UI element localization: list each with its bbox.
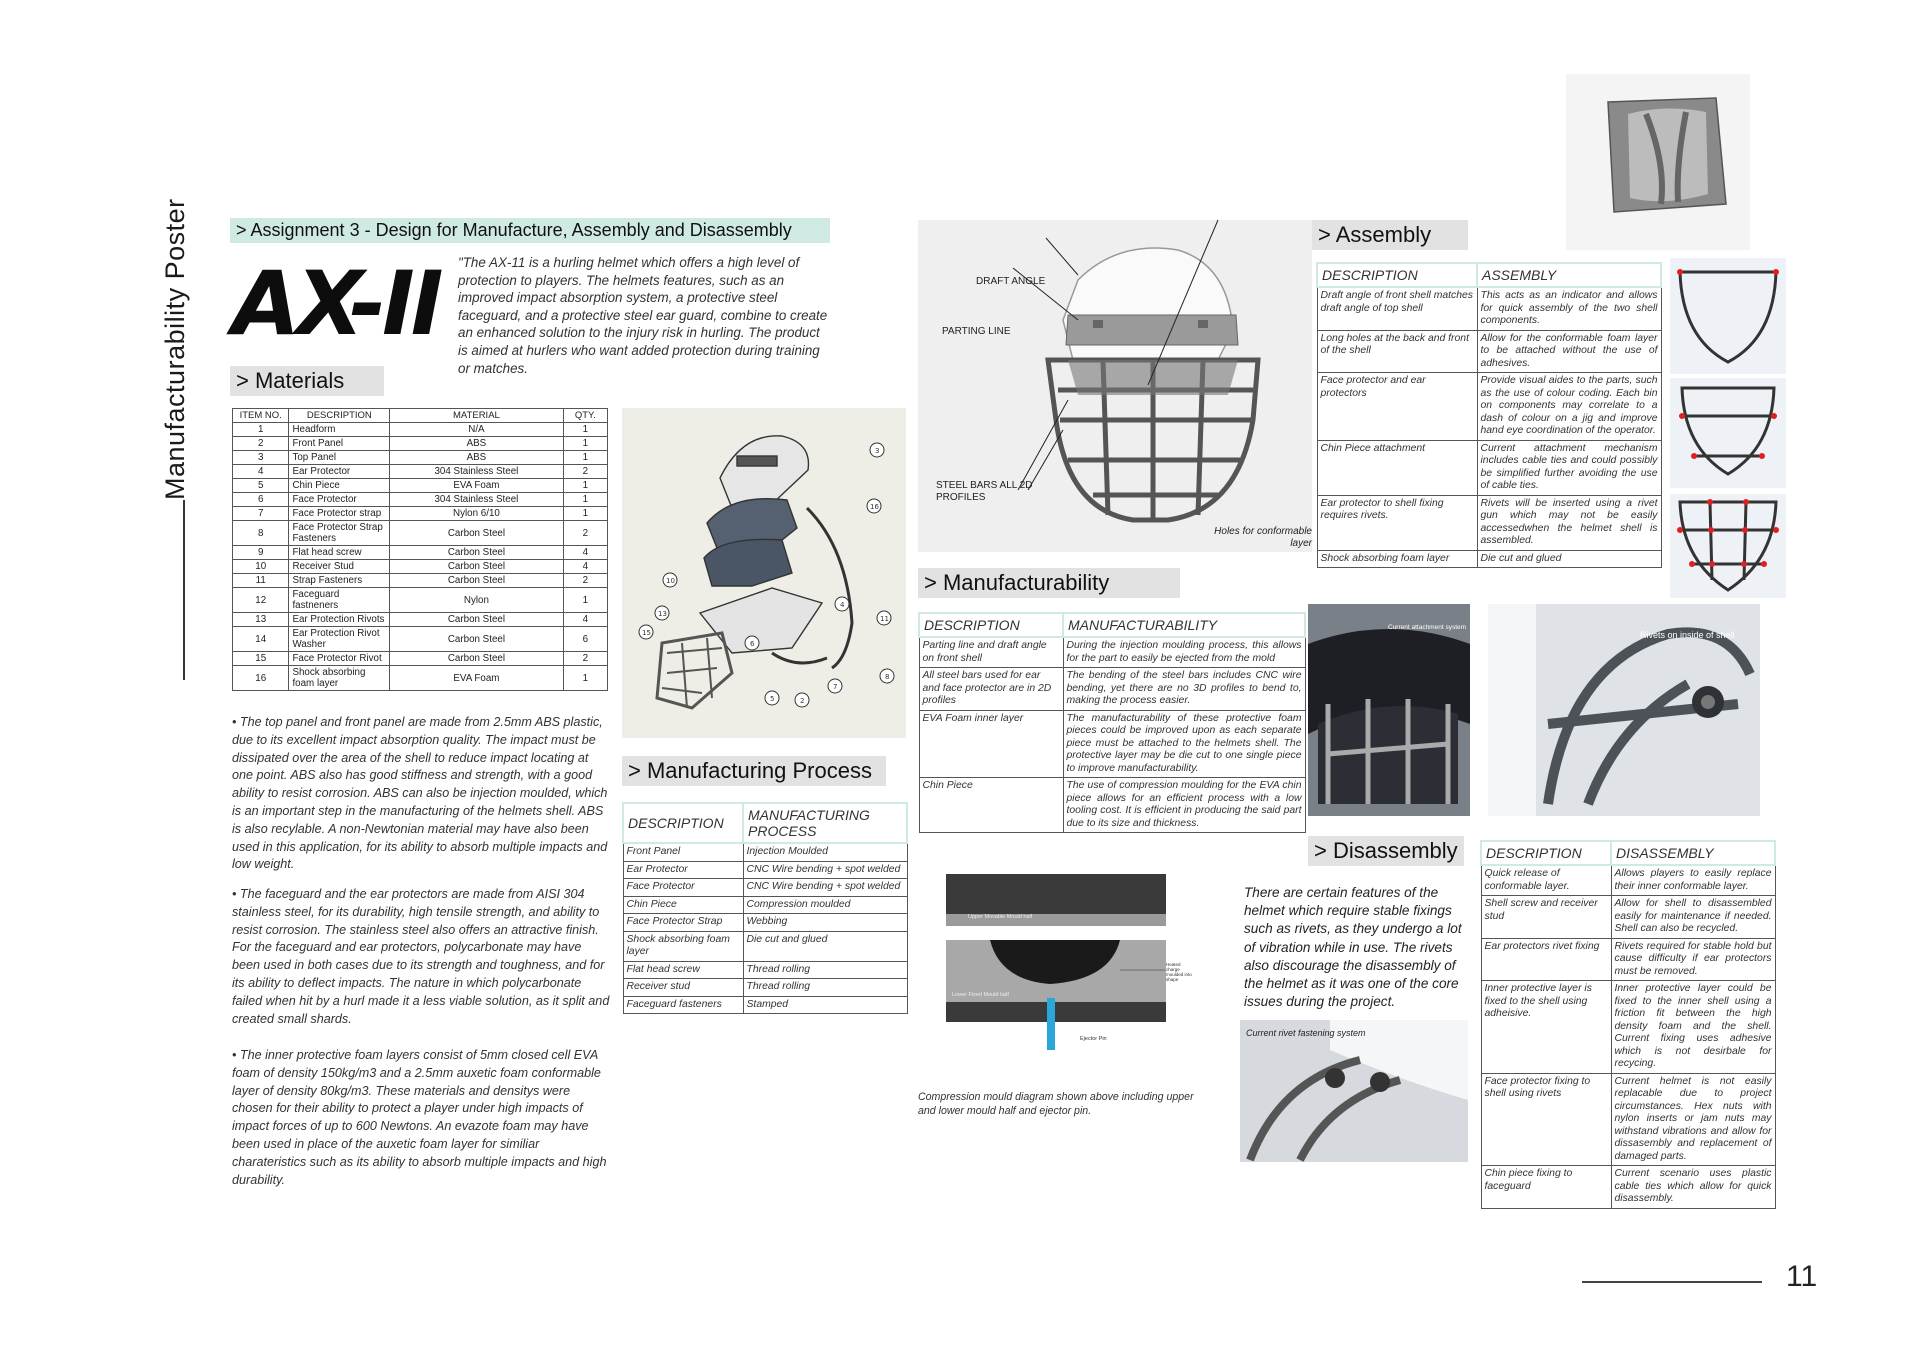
table-cell: Top Panel xyxy=(289,451,390,465)
table-cell: Chin Piece xyxy=(919,778,1063,833)
materials-paragraph-steel: • The faceguard and the ear protectors are made from AISI 304 stainless steel, for its durability, high tensile strength, and ability to resist corrosion. The stainless steel also offers an attractive finish. For the faceguard and ear protectors, polycarbonate may have been used in both cases due to its strength and toughness, and for its ability to deflect impacts. The nature in which polycarbonate failed when hit by a hurl made it a less viable solution, as it split and created small shards. xyxy=(232,887,610,1026)
table-cell: Thread rolling xyxy=(743,961,907,979)
table-cell: 304 Stainless Steel xyxy=(390,493,563,507)
col-header: QTY. xyxy=(563,409,607,423)
table-row xyxy=(623,979,907,997)
table-cell: 4 xyxy=(563,546,607,560)
table-cell: Carbon Steel xyxy=(390,560,563,574)
materials-paragraph-abs: • The top panel and front panel are made from 2.5mm ABS plastic, due to its excellent impact absorption quality. The impact must be dissipated over the area of the shell to reduce impact locating at one point. ABS also has good stiffness and strength, with a good ability to resist corrosion. ABS can also be injection moulded, which is an important step in the manufacturing of the helmets shell. ABS is also recylable. A non-Newtonian material may have also been used in this application, for its ability to absorb multiple impacts and low weight. xyxy=(232,715,608,872)
table-cell: Current helmet is not easily replacable due to project circumstances. Hex nuts with nylon inserts or jam nuts may withstand vibrations and allow for dissasembly and replacement of damaged parts. xyxy=(1611,1073,1775,1166)
table-row xyxy=(233,546,608,560)
table-row xyxy=(233,479,608,493)
table-cell: Face Protector xyxy=(623,879,743,897)
rivets-inside-shell-label: Rivets on inside of shell xyxy=(1640,630,1735,640)
table-cell: Current attachment mechanism includes cable ties and could possibly be simplified further avoiding the use of cable ties. xyxy=(1477,440,1661,495)
heated-charge-label: Heated charge moulded into shape xyxy=(1166,962,1192,982)
col-header: MANUFACTURABILITY xyxy=(1063,613,1305,637)
table-cell: CNC Wire bending + spot welded xyxy=(743,861,907,879)
col-header: DESCRIPTION xyxy=(1317,263,1477,287)
table-row xyxy=(623,843,907,861)
table-cell: 1 xyxy=(563,479,607,493)
table-row xyxy=(623,914,907,932)
table-cell: Compression moulded xyxy=(743,896,907,914)
table-cell: Long holes at the back and front of the shell xyxy=(1317,330,1477,373)
disassembly-table xyxy=(1480,840,1776,1209)
table-cell: 1 xyxy=(563,588,607,613)
table-cell: Carbon Steel xyxy=(390,627,563,652)
table-row xyxy=(233,451,608,465)
table-cell: Face Protector Strap Fasteners xyxy=(289,521,390,546)
ejector-pin-label: Ejector Pin xyxy=(1080,1036,1107,1042)
table-cell: Face protector fixing to shell using rivets xyxy=(1481,1073,1611,1166)
table-row xyxy=(919,668,1305,711)
table-header-row xyxy=(1481,841,1775,865)
table-cell: 6 xyxy=(233,493,289,507)
manufacturability-heading: > Manufacturability xyxy=(918,568,1180,598)
table-row xyxy=(919,710,1305,778)
table-cell: Ear protectors rivet fixing xyxy=(1481,938,1611,981)
table-cell: 16 xyxy=(233,666,289,691)
col-header: ASSEMBLY xyxy=(1477,263,1661,287)
table-header-row xyxy=(623,803,907,843)
table-row xyxy=(623,861,907,879)
manufacturing-process-table xyxy=(622,802,908,1014)
table-header-row xyxy=(233,409,608,423)
table-cell: Carbon Steel xyxy=(390,652,563,666)
table-cell: Die cut and glued xyxy=(1477,550,1661,568)
table-cell: Chin Piece xyxy=(623,896,743,914)
table-cell: 1 xyxy=(563,666,607,691)
product-description: "The AX-11 is a hurling helmet which offers a high level of protection to players. The helmets features, such as an improved impact absorption system, a protective steel faceguard, and a protective steel ear guard, combine to create an enhanced solution to the injury risk in hurling. The product is aimed at hurlers who want added protection during training or matches. xyxy=(458,255,828,376)
table-cell: 2 xyxy=(563,521,607,546)
col-header: MANUFACTURING PROCESS xyxy=(743,803,907,843)
table-cell: 13 xyxy=(233,613,289,627)
disassembly-heading: > Disassembly xyxy=(1308,836,1464,866)
callout-label: 8 xyxy=(885,673,890,681)
table-cell: ABS xyxy=(390,451,563,465)
table-row xyxy=(233,521,608,546)
table-cell: Face Protector Strap xyxy=(623,914,743,932)
callout-label: 15 xyxy=(642,629,651,637)
table-cell: Inner protective layer could be fixed to the inner shell using a friction fit between the high density foam and the shell. Current fixing uses adhesive which is not desirbale for recycing. xyxy=(1611,981,1775,1074)
materials-table xyxy=(232,408,608,691)
table-row xyxy=(233,560,608,574)
table-cell: Shock absorbing foam layer xyxy=(1317,550,1477,568)
table-row xyxy=(1317,330,1661,373)
side-divider xyxy=(183,500,185,680)
col-header: DESCRIPTION xyxy=(1481,841,1611,865)
col-header: MATERIAL xyxy=(390,409,563,423)
table-cell: 1 xyxy=(233,423,289,437)
table-cell: Strap Fasteners xyxy=(289,574,390,588)
callout-label: 5 xyxy=(770,695,775,703)
table-cell: 11 xyxy=(233,574,289,588)
callout-label: 4 xyxy=(840,601,845,609)
table-row xyxy=(623,996,907,1014)
faceguard-clip-image xyxy=(1566,74,1750,250)
table-cell: 14 xyxy=(233,627,289,652)
table-row xyxy=(623,931,907,961)
table-cell: 1 xyxy=(563,493,607,507)
table-cell: Shock absorbing foam layer xyxy=(289,666,390,691)
table-cell: Face protector and ear protectors xyxy=(1317,373,1477,441)
table-row xyxy=(1481,1166,1775,1209)
table-cell: EVA Foam xyxy=(390,666,563,691)
table-cell: Shell screw and receiver stud xyxy=(1481,896,1611,939)
table-cell: 10 xyxy=(233,560,289,574)
table-cell: Ear Protector xyxy=(623,861,743,879)
table-cell: Nylon 6/10 xyxy=(390,507,563,521)
table-cell: Inner protective layer is fixed to the shell using adheisive. xyxy=(1481,981,1611,1074)
table-cell: 12 xyxy=(233,588,289,613)
parting-line-label: PARTING LINE xyxy=(942,326,1011,337)
callout-label: 6 xyxy=(750,640,755,648)
page-number: 11 xyxy=(1786,1260,1818,1293)
table-row xyxy=(233,437,608,451)
faceguard-jig-image-1 xyxy=(1670,258,1786,374)
table-cell: Carbon Steel xyxy=(390,613,563,627)
table-cell: Parting line and draft angle on front shell xyxy=(919,637,1063,668)
disassembly-intro: There are certain features of the helmet which require stable fixings such as rivets, as they undergo a lot of vibration while in use. The rivets also discourage the disassembly of the helmet as it was one of the core issues during the project. xyxy=(1244,885,1462,1010)
materials-paragraph-foam: • The inner protective foam layers consist of 5mm closed cell EVA foam of density 150kg/m3 and a 2.5mm auxetic foam conformable layer of density 80kg/m3. These materials and densitys were chosen for their ability to protect a player under high impacts of impact forces of up to 600 Newtons. An evazote foam may have been used in place of the auxetic foam layer for similiar charateristics such as its ability to absorb multiple impacts and high durability. xyxy=(232,1048,607,1187)
ejector-pin xyxy=(1047,998,1055,1050)
table-cell: Provide visual aides to the parts, such as the use of colour coding. Each bin on components may correlate to a dash of colour on a jig and improve hand eye coordination of the operator. xyxy=(1477,373,1661,441)
table-cell: Ear protector to shell fixing requires rivets. xyxy=(1317,495,1477,550)
table-row xyxy=(623,961,907,979)
mould-caption: Compression mould diagram shown above including upper and lower mould half and ejector pin. xyxy=(918,1091,1194,1117)
table-row xyxy=(233,493,608,507)
table-cell: Rivets will be inserted using a rivet gun which may not be easily accessedwhen the helmet shell is assembled. xyxy=(1477,495,1661,550)
table-cell: 4 xyxy=(563,560,607,574)
rivet-fastening-photo xyxy=(1240,1020,1468,1162)
table-cell: Die cut and glued xyxy=(743,931,907,961)
table-row xyxy=(919,637,1305,668)
table-cell: Chin Piece attachment xyxy=(1317,440,1477,495)
table-cell: The manufacturability of these protective foam pieces could be improved upon as each separate piece must be attached to the helmets shell. The protective layer may be die cut to one single piece to improve manufacturability. xyxy=(1063,710,1305,778)
table-row xyxy=(233,574,608,588)
steel-bars-label: STEEL BARS ALL 2D PROFILES xyxy=(936,480,1033,503)
col-header: DISASSEMBLY xyxy=(1611,841,1775,865)
table-cell: 2 xyxy=(563,574,607,588)
draft-angle-label: DRAFT ANGLE xyxy=(976,276,1046,287)
table-row xyxy=(919,778,1305,833)
table-row xyxy=(233,507,608,521)
table-cell: During the injection moulding process, this allows for the part to easily be ejected from the mold xyxy=(1063,637,1305,668)
table-cell: The use of compression moulding for the EVA chin piece allows for an efficient process with a low tooling cost. It is efficient in producing the said part due to its size and thickness. xyxy=(1063,778,1305,833)
table-cell: Face Protector xyxy=(289,493,390,507)
callout-label: 16 xyxy=(870,503,879,511)
table-row xyxy=(233,652,608,666)
callout-label: 10 xyxy=(666,577,675,585)
table-cell: Allow for the conformable foam layer to be attached without the use of adhesives. xyxy=(1477,330,1661,373)
table-cell: 304 Stainless Steel xyxy=(390,465,563,479)
table-cell: 1 xyxy=(563,451,607,465)
table-cell: Webbing xyxy=(743,914,907,932)
table-cell: Flat head screw xyxy=(289,546,390,560)
table-cell: Receiver stud xyxy=(623,979,743,997)
table-header-row xyxy=(919,613,1305,637)
table-cell: All steel bars used for ear and face protector are in 2D profiles xyxy=(919,668,1063,711)
table-cell: 1 xyxy=(563,507,607,521)
table-row xyxy=(1317,495,1661,550)
table-row xyxy=(1481,938,1775,981)
table-row xyxy=(233,666,608,691)
table-cell: The bending of the steel bars includes CNC wire bending, yet there are no 3D profiles to bend to, making the process easier. xyxy=(1063,668,1305,711)
table-cell: ABS xyxy=(390,437,563,451)
rivet-fastening-label: Current rivet fastening system xyxy=(1246,1028,1366,1038)
compression-mould-diagram xyxy=(940,870,1192,1050)
table-cell: Nylon xyxy=(390,588,563,613)
table-cell: Ear Protector xyxy=(289,465,390,479)
rivets-inside-shell-photo xyxy=(1488,604,1760,816)
table-cell: Injection Moulded xyxy=(743,843,907,861)
table-cell: 4 xyxy=(563,613,607,627)
table-cell: Front Panel xyxy=(623,843,743,861)
col-header: ITEM NO. xyxy=(233,409,289,423)
callout-label: 7 xyxy=(833,683,838,691)
col-header: DESCRIPTION xyxy=(623,803,743,843)
table-cell: Faceguard fastneners xyxy=(289,588,390,613)
table-cell: 1 xyxy=(563,423,607,437)
table-cell: Thread rolling xyxy=(743,979,907,997)
faceguard-jig-image-3 xyxy=(1670,494,1786,598)
table-cell: 6 xyxy=(563,627,607,652)
page-number-rule xyxy=(1582,1281,1762,1283)
table-cell: Faceguard fasteners xyxy=(623,996,743,1014)
table-row xyxy=(233,627,608,652)
table-cell: Flat head screw xyxy=(623,961,743,979)
exploded-view-image xyxy=(622,408,906,738)
table-header-row xyxy=(1317,263,1661,287)
table-row xyxy=(623,879,907,897)
table-cell: Ear Protection Rivot Washer xyxy=(289,627,390,652)
table-cell: Receiver Stud xyxy=(289,560,390,574)
table-cell: EVA Foam xyxy=(390,479,563,493)
table-row xyxy=(233,588,608,613)
manufacturing-process-heading: > Manufacturing Process xyxy=(622,756,886,786)
table-cell: 5 xyxy=(233,479,289,493)
table-cell: Face Protector Rivot xyxy=(289,652,390,666)
table-cell: 3 xyxy=(233,451,289,465)
table-cell: CNC Wire bending + spot welded xyxy=(743,879,907,897)
table-cell: Allow for shell to disassembled easily for maintenance if needed. Shell can also be recycled. xyxy=(1611,896,1775,939)
table-row xyxy=(1481,1073,1775,1166)
table-cell: 8 xyxy=(233,521,289,546)
table-cell: 2 xyxy=(563,465,607,479)
table-cell: 4 xyxy=(233,465,289,479)
table-cell: 7 xyxy=(233,507,289,521)
table-cell: This acts as an indicator and allows for quick assembly of the two shell components. xyxy=(1477,287,1661,330)
side-title: Manufacturability Poster xyxy=(160,198,190,500)
attachment-system-label: Current attachment system xyxy=(1388,624,1467,631)
table-cell: 2 xyxy=(563,652,607,666)
materials-heading: > Materials xyxy=(230,366,384,396)
table-cell: 1 xyxy=(563,437,607,451)
table-cell: Current scenario uses plastic cable ties which allow for quick disassembly. xyxy=(1611,1166,1775,1209)
table-cell: Shock absorbing foam layer xyxy=(623,931,743,961)
holes-label: Holes for conformable layer xyxy=(1214,526,1312,549)
table-cell: Carbon Steel xyxy=(390,546,563,560)
table-cell: Headform xyxy=(289,423,390,437)
table-cell: Stamped xyxy=(743,996,907,1014)
table-cell: Carbon Steel xyxy=(390,521,563,546)
table-row xyxy=(1317,550,1661,568)
table-row xyxy=(623,896,907,914)
table-cell: Quick release of conformable layer. xyxy=(1481,865,1611,896)
table-row xyxy=(233,613,608,627)
table-row xyxy=(1481,865,1775,896)
table-row xyxy=(233,465,608,479)
callout-label: 2 xyxy=(800,697,805,705)
table-row xyxy=(1481,896,1775,939)
table-cell: N/A xyxy=(390,423,563,437)
table-cell: EVA Foam inner layer xyxy=(919,710,1063,778)
table-row xyxy=(1481,981,1775,1074)
table-cell: 9 xyxy=(233,546,289,560)
assembly-heading: > Assembly xyxy=(1312,220,1468,250)
callout-label: 3 xyxy=(875,447,880,455)
col-header: DESCRIPTION xyxy=(919,613,1063,637)
assignment-banner: > Assignment 3 - Design for Manufacture, Assembly and Disassembly xyxy=(230,218,830,243)
table-row xyxy=(233,423,608,437)
attachment-system-photo xyxy=(1308,604,1470,816)
col-header: DESCRIPTION xyxy=(289,409,390,423)
table-cell: Carbon Steel xyxy=(390,574,563,588)
lower-mould-label: Lower Fixed Mould half xyxy=(952,992,1009,998)
table-cell: Face Protector strap xyxy=(289,507,390,521)
callout-label: 11 xyxy=(880,615,889,623)
callout-label: 13 xyxy=(658,610,667,618)
assembly-table xyxy=(1316,262,1662,568)
upper-mould-label: Upper Movable Mould half xyxy=(968,914,1033,920)
table-cell: 15 xyxy=(233,652,289,666)
table-cell: Ear Protection Rivots xyxy=(289,613,390,627)
table-cell: 2 xyxy=(233,437,289,451)
table-row xyxy=(1317,440,1661,495)
helmet-front-image xyxy=(918,220,1312,552)
table-row xyxy=(1317,373,1661,441)
faceguard-jig-image-2 xyxy=(1670,378,1786,488)
table-cell: Front Panel xyxy=(289,437,390,451)
product-logo: AX-II xyxy=(232,252,440,355)
table-cell: Draft angle of front shell matches draft angle of top shell xyxy=(1317,287,1477,330)
manufacturability-table xyxy=(918,612,1306,833)
table-cell: Chin Piece xyxy=(289,479,390,493)
table-cell: Chin piece fixing to faceguard xyxy=(1481,1166,1611,1209)
table-cell: Allows players to easily replace their inner conformable layer. xyxy=(1611,865,1775,896)
table-cell: Rivets required for stable hold but cause difficulty if ear protectors must be removed. xyxy=(1611,938,1775,981)
table-row xyxy=(1317,287,1661,330)
